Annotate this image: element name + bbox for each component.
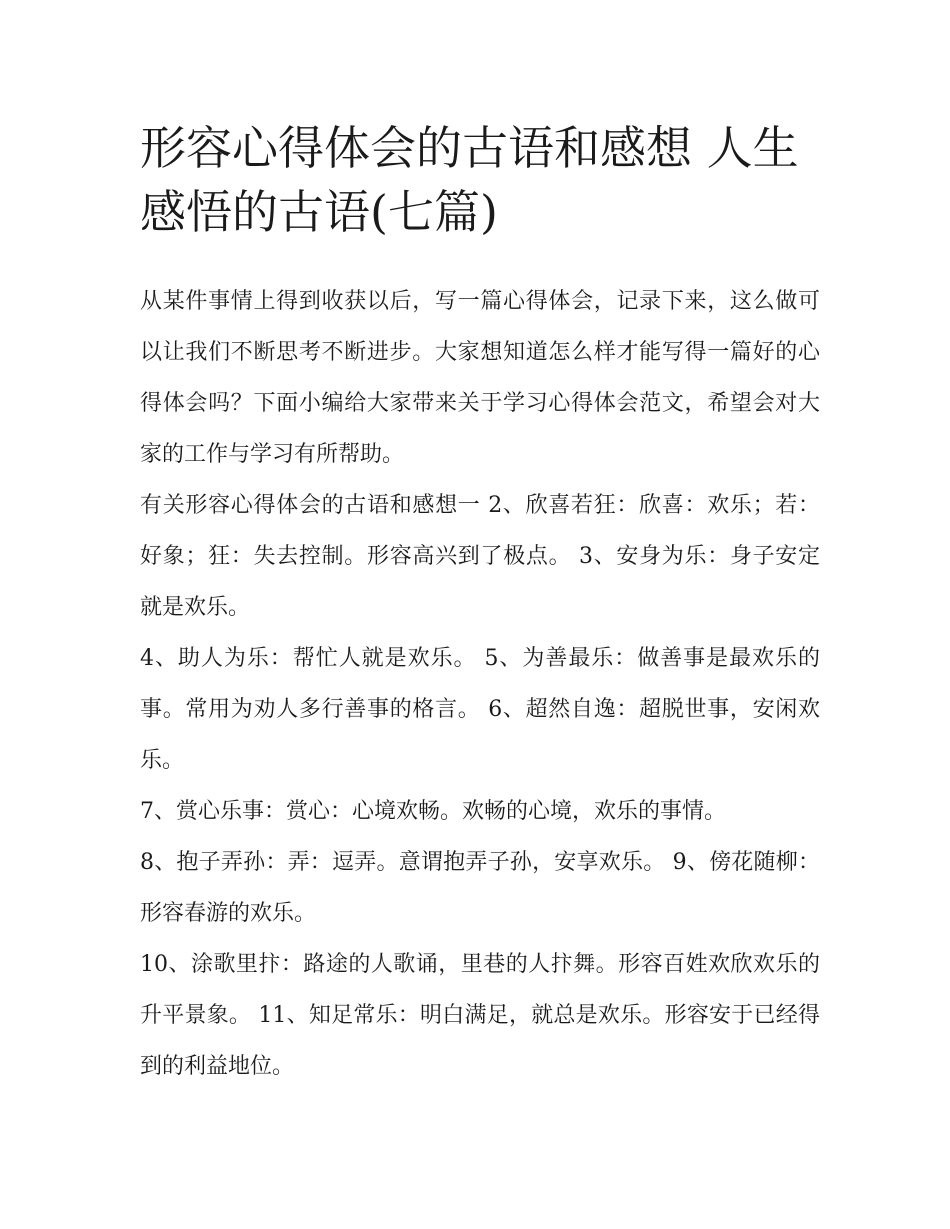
- paragraph-item: 10、涂歌里抃：路途的人歌诵，里巷的人抃舞。形容百姓欢欣欢乐的升平景象。 11、知足常乐：明白满足，就总是欢乐。形容安于已经得到的利益地位。: [140, 952, 820, 1079]
- document-title: 形容心得体会的古语和感想 人生感悟的古语(七篇): [140, 121, 799, 239]
- paragraph-intro: 从某件事情上得到收获以后，写一篇心得体会，记录下来，这么做可以让我们不断思考不断进步。大家想知道怎么样才能写得一篇好的心得体会吗？下面小编给大家带来关于学习心得体会范文，希望会对大家的工作与学习有所帮助。: [140, 289, 820, 467]
- paragraph-item: 7、赏心乐事：赏心：心境欢畅。欢畅的心境，欢乐的事情。: [140, 799, 726, 824]
- paragraph-item: 8、抱子弄孙：弄：逗弄。意谓抱弄子孙，安享欢乐。 9、傍花随柳：形容春游的欢乐。: [140, 850, 820, 926]
- paragraph-item: 有关形容心得体会的古语和感想一 2、欣喜若狂：欣喜：欢乐；若：好象；狂：失去控制。形容高兴到了极点。 3、安身为乐：身子安定就是欢乐。: [140, 493, 820, 620]
- document-body: [140, 276, 820, 1092]
- paragraph-item: 4、助人为乐：帮忙人就是欢乐。 5、为善最乐：做善事是最欢乐的事。常用为劝人多行善事的格言。 6、超然自逸：超脱世事，安闲欢乐。: [140, 646, 820, 773]
